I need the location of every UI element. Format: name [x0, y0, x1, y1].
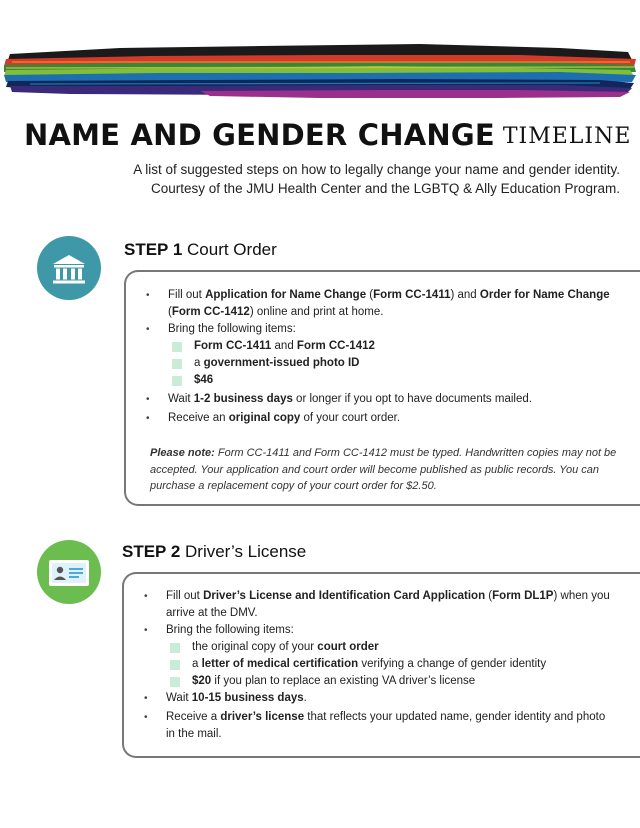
- step2-label: STEP 2: [122, 542, 181, 561]
- list-item: • Receive a driver’s license that reflects your updated name, gender identity and photo in the mail.: [124, 709, 640, 743]
- checklist-item: a letter of medical certification verifying a change of gender identity: [150, 656, 616, 673]
- checklist-item: $46: [152, 372, 618, 389]
- step2-card: [122, 572, 640, 758]
- list-item: • Fill out Driver’s License and Identification Card Application (Form DL1P) when you arrive at the DMV.: [124, 588, 640, 622]
- subtitle-line-2: Courtesy of the JMU Health Center and the LGBTQ & Ally Education Program.: [151, 181, 620, 196]
- id-card-icon: [37, 540, 101, 604]
- courthouse-icon: [37, 236, 101, 300]
- step2-heading: [122, 542, 306, 562]
- checklist-item: $20 if you plan to replace an existing VA driver’s license: [150, 673, 616, 690]
- list-item: • Bring the following items: the original copy of your court order a letter of medical certification verifying a change of gender identity $20 if you plan to replace an existing VA driver’s license: [124, 622, 640, 690]
- list-item: • Wait 1-2 business days or longer if you opt to have documents mailed.: [126, 391, 640, 408]
- list-item: • Fill out Application for Name Change (Form CC-1411) and Order for Name Change (Form CC-1412) online and print at home.: [126, 287, 640, 321]
- list-item: • Receive an original copy of your court order.: [126, 410, 640, 427]
- page-title: [24, 118, 632, 158]
- checklist-item: the original copy of your court order: [150, 639, 616, 656]
- title-main: NAME AND GENDER CHANGE: [24, 118, 495, 152]
- step2-name: Driver’s License: [185, 542, 307, 561]
- subtitle: [60, 160, 620, 198]
- step1-sublist: [126, 338, 618, 389]
- courthouse-glyph: [37, 236, 101, 300]
- step1-label: STEP 1: [124, 240, 183, 259]
- id-card-glyph: [37, 540, 101, 604]
- step1-list: [126, 287, 640, 427]
- step1-heading: [124, 240, 277, 260]
- checklist-item: Form CC-1411 and Form CC-1412: [152, 338, 618, 355]
- subtitle-line-1: A list of suggested steps on how to legally change your name and gender identity.: [133, 162, 620, 177]
- list-item: • Bring the following items: Form CC-1411 and Form CC-1412 a government-issued photo ID $46: [126, 321, 640, 389]
- rainbow-brushstroke-banner: [0, 40, 640, 110]
- step1-card: [124, 270, 640, 506]
- step1-name: Court Order: [187, 240, 277, 259]
- list-item: • Wait 10-15 business days.: [124, 690, 640, 707]
- step2-list: [124, 588, 640, 743]
- title-script: TIMELINE: [502, 124, 632, 149]
- step2-sublist: [124, 639, 616, 690]
- step1-note: Please note: Form CC-1411 and Form CC-1412 must be typed. Handwritten copies may not be accepted. Your application and court order will become published as public records. You can purchase a replacement copy of your court order for $2.50.: [150, 447, 617, 492]
- checklist-item: a government-issued photo ID: [152, 355, 618, 372]
